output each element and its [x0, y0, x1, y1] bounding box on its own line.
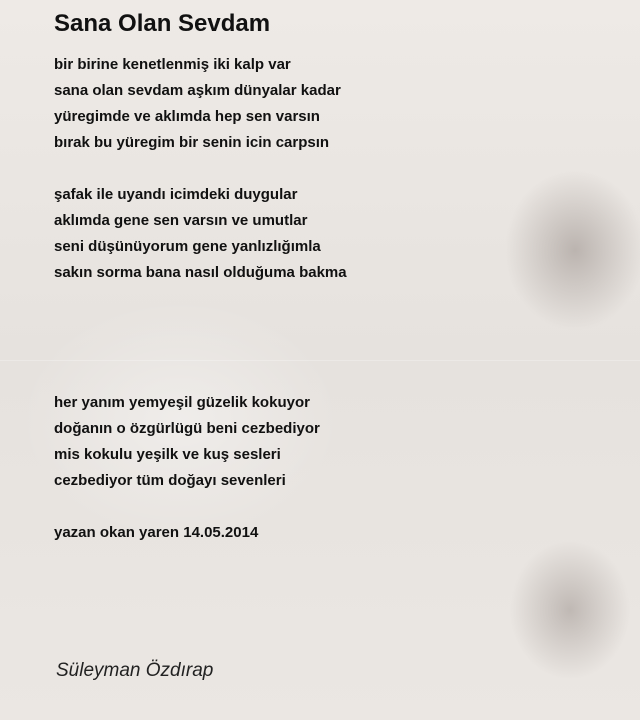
- poem-line: şafak ile uyandı icimdeki duygular: [54, 186, 298, 203]
- stanza-gap: [54, 156, 594, 182]
- stanza-2: [54, 182, 594, 286]
- stanza-gap: [54, 494, 594, 520]
- poem-line: sana olan sevdam aşkım dünyalar kadar: [54, 82, 341, 99]
- poem-line: doğanın o özgürlügü beni cezbediyor: [54, 420, 320, 437]
- poem-line: bir birine kenetlenmiş iki kalp var: [54, 56, 291, 73]
- poem-line: bırak bu yüregim bir senin icin carpsın: [54, 134, 330, 151]
- stanza-gap: [54, 286, 594, 390]
- poem-line: her yanım yemyeşil güzelik kokuyor: [54, 394, 310, 411]
- poem-line: sakın sorma bana nasıl olduğuma bakma: [54, 264, 347, 281]
- poem-line: yüregimde ve aklımda hep sen varsın: [54, 108, 320, 125]
- poem-line: aklımda gene sen varsın ve umutlar: [54, 212, 308, 229]
- poem-signature: yazan okan yaren 14.05.2014: [54, 524, 259, 541]
- stanza-3: [54, 390, 594, 494]
- poem-body: [54, 52, 594, 546]
- poem-title: Sana Olan Sevdam: [54, 10, 271, 37]
- poem-line: mis kokulu yeşilk ve kuş sesleri: [54, 446, 281, 463]
- poem-line: seni düşünüyorum gene yanlızlığımla: [54, 238, 321, 255]
- stanza-1: [54, 52, 594, 156]
- poem-line: cezbediyor tüm doğayı sevenleri: [54, 472, 286, 489]
- author-name: Süleyman Özdırap: [56, 660, 214, 681]
